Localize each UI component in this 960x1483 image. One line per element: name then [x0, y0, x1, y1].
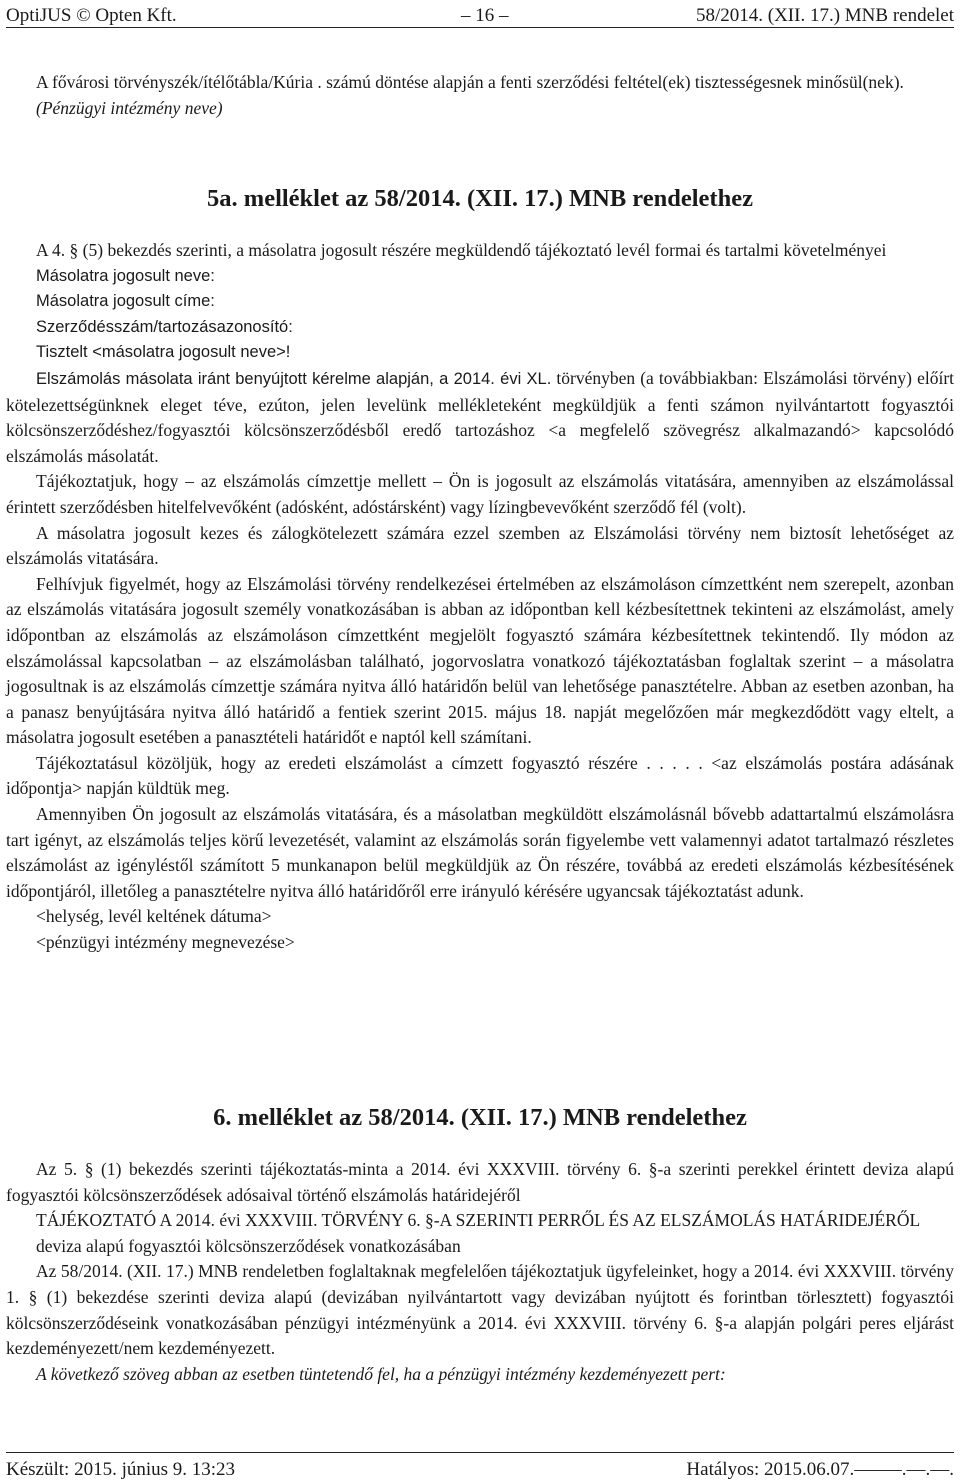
annex6-body: [6, 1157, 954, 1387]
form-line-address: Másolatra jogosult címe:: [36, 292, 215, 311]
annex6-paragraph-5: A következő szöveg abban az esetben tüntetendő fel, ha a pénzügyi intézmény kezdeményezett pert:: [36, 1363, 726, 1384]
page-header: [6, 3, 954, 28]
page-number: – 16 –: [461, 5, 509, 26]
footer-effective: Hatályos: 2015.06.07.–––––.––.––.: [686, 1459, 954, 1480]
annex5-paragraph-1: [6, 366, 954, 469]
form-line-contract: Szerződésszám/tartozásazonosító:: [36, 317, 293, 336]
annex5-paragraph-2: Tájékoztatjuk, hogy – az elszámolás címzettje mellett – Ön is jogosult az elszámolás vitatására, amennyiben az elszámolással érintett szerződésben hitelfelvevőként (adósként, adóstársként) vagy lízingbevevőként szerződő fél (volt).: [6, 471, 954, 517]
annex5-paragraph-1-rest: törvényben (a továbbiakban: Elszámolási törvény) előírt kötelezettségünknek eleget téve, ezúton, jelen levelünk mellékleteként megküldjük a fenti számon nyilvántartott fogyasztói kölcsönszerződéshez/fogyasztói kölcsönszerződésből eredő tartozáshoz <a megfelelő szövegrész alkalmazandó> kapcsolódó elszámolás másolatát.: [6, 367, 955, 466]
annex5-body: [6, 238, 954, 956]
header-left: OptiJUS © Opten Kft.: [6, 5, 177, 26]
annex6-paragraph-1: Az 5. § (1) bekezdés szerinti tájékoztatás-minta a 2014. évi XXXVIII. törvény 6. §-a szerinti perekkel érintett deviza alapú fogyasztói kölcsönszerződések adósaival történő elszámolás határidejéről: [6, 1159, 954, 1205]
form-line-request: Elszámolás másolata iránt benyújtott kérelme alapján, a 2014. évi XL.: [36, 369, 552, 388]
annex5-title: 5a. melléklet az 58/2014. (XII. 17.) MNB rendelethez: [207, 185, 753, 212]
annex6-paragraph-3: deviza alapú fogyasztói kölcsönszerződések vonatkozásában: [36, 1235, 461, 1256]
page-footer: [6, 1452, 954, 1480]
form-line-salutation: Tisztelt <másolatra jogosult neve>!: [36, 343, 291, 362]
institution-name-placeholder: (Pénzügyi intézmény neve): [36, 97, 223, 118]
annex6-title: 6. melléklet az 58/2014. (XII. 17.) MNB rendelethez: [213, 1104, 747, 1131]
annex5-heading: A 4. § (5) bekezdés szerinti, a másolatra jogosult részére megküldendő tájékoztató levél formai és tartalmi követelményei: [36, 240, 887, 260]
annex5-paragraph-3: A másolatra jogosult kezes és zálogkötelezett számára ezzel szemben az Elszámolási törvény nem biztosít lehetőséget az elszámolás vitatására.: [6, 522, 954, 569]
annex5-paragraph-4: Felhívjuk figyelmét, hogy az Elszámolási törvény rendelkezései értelmében az elszámoláson címzettként nem szerepelt, azonban az elszámolás vitatására jogosult személy vonatkozásában is abban az időpontban kell kézbesítettnek tekinteni az elszámolást, amely időpontban az elszámolás az elszámoláson címzettként megjelölt fogyasztó számára kézbesítettnek tekintendő. Ily módon az elszámolással kapcsolatban – az elszámolásban található, jogorvoslatra vonatkozó tájékoztatásban foglaltak szerint – a másolatra jogosultnak is az elszámolás címzettje számára nyitva álló határidőn belül van lehetősége panasztételre. Abban az esetben azonban, ha a panasz benyújtására nyitva álló határidő a fentiek szerint 2015. május 18. napját megelőzően már megkezdődött vagy eltelt, a másolatra jogosult esetében a panasztételi határidőt e naptól kell számítani.: [6, 573, 954, 748]
form-line-name: Másolatra jogosult neve:: [36, 266, 215, 285]
annex5-paragraph-6: Amennyiben Ön jogosult az elszámolás vitatására, és a másolatban megküldött elszámolásnál bővebb adattartalmú elszámolásra tart igényt, az elszámolás teljes körű levezetését, valamint az elszámolás során figyelembe vett valamennyi adatot tartalmazó részletes elszámolást az igényléstől számított 5 munkanapon belül megküldjük az Ön részére, továbbá az eredeti elszámolás kézbesítésének időpontjáról, illetőleg a panasztételre nyitva álló határidőről erre irányuló kérésére ugyancsak tájékoztatást adunk.: [6, 804, 954, 901]
closing-institution: <pénzügyi intézmény megnevezése>: [36, 932, 295, 953]
intro-block: [6, 70, 954, 121]
annex6-paragraph-2: TÁJÉKOZTATÓ A 2014. évi XXXVIII. TÖRVÉNY 6. §-A SZERINTI PERRŐL ÉS AZ ELSZÁMOLÁS HATÁRIDEJÉRŐL: [36, 1210, 921, 1231]
header-right: 58/2014. (XII. 17.) MNB rendelet: [695, 5, 954, 26]
annex5-paragraph-5: Tájékoztatásul közöljük, hogy az eredeti elszámolást a címzett fogyasztó részére . . . . . <az elszámolás postára adásának időpontja> napján küldtük meg.: [6, 752, 954, 799]
intro-paragraph: A fővárosi törvényszék/ítélőtábla/Kúria . számú döntése alapján a fenti szerződési feltétel(ek) tisztességesnek minősül(nek).: [36, 72, 904, 92]
annex6-paragraph-4: Az 58/2014. (XII. 17.) MNB rendeletben foglaltaknak megfelelően tájékoztatjuk ügyfeleinket, hogy a 2014. évi XXXVIII. törvény 1. § (1) bekezdése szerinti deviza alapú (devizában nyilvántartott vagy devizában nyújtott és forintban törlesztett) fogyasztói kölcsönszerződéseink vonatkozásában pénzügyi intézményünk a 2014. évi XXXVIII. törvény 6. §-a alapján polgári peres eljárást kezdeményezett/nem kezdeményezett.: [6, 1261, 954, 1359]
closing-place-date: <helység, levél keltének dátuma>: [36, 906, 272, 927]
footer-created: Készült: 2015. június 9. 13:23: [6, 1459, 236, 1480]
